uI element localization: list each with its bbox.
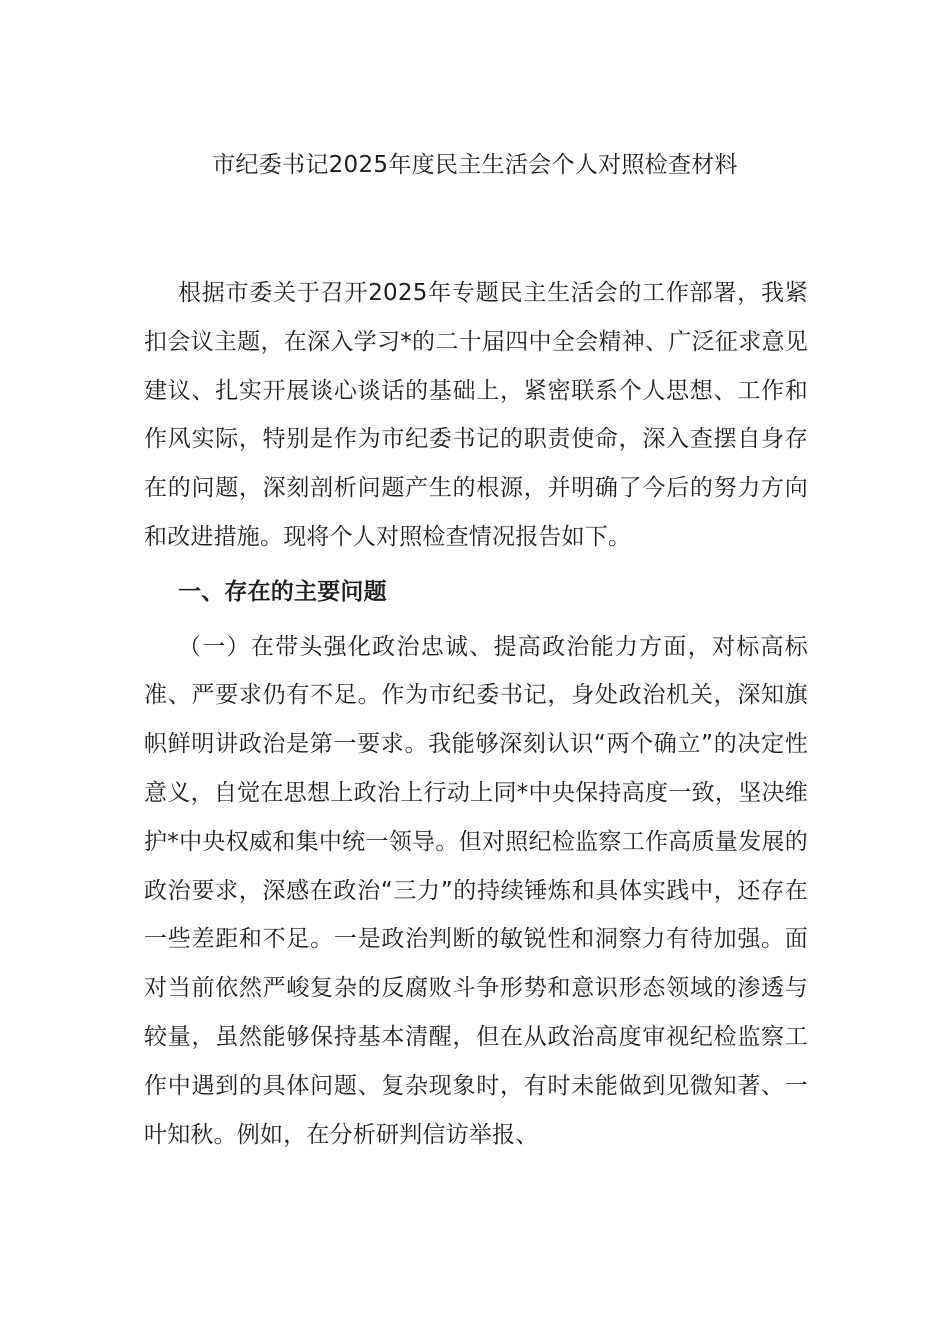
intro-paragraph: 根据市委关于召开2025年专题民主生活会的工作部署，我紧扣会议主题，在深入学习*的二十届四中全会精神、广泛征求意见建议、扎实开展谈心谈话的基础上，紧密联系个人思想、工作和作风实际，特别是作为市纪委书记的职责使命，深入查摆自身存在的问题，深刻剖析问题产生的根源，并明确了今后的努力方向和改进措施。现将个人对照检查情况报告如下。 (144, 280, 808, 550)
document-body (144, 269, 808, 1159)
document-title: 市纪委书记2025年度民主生活会个人对照检查材料 (212, 152, 738, 178)
section-heading: 一、存在的主要问题 (178, 578, 387, 605)
section-paragraph: （一）在带头强化政治忠诚、提高政治能力方面，对标高标准、严要求仍有不足。作为市纪委书记，身处政治机关，深知旗帜鲜明讲政治是第一要求。我能够深刻认识“两个确立”的决定性意义，自觉在思想上政治上行动上同*中央保持高度一致，坚决维护*中央权威和集中统一领导。但对照纪检监察工作高质量发展的政治要求，深感在政治“三力”的持续锤炼和具体实践中，还存在一些差距和不足。一是政治判断的敏锐性和洞察力有待加强。面对当前依然严峻复杂的反腐败斗争形势和意识形态领域的渗透与较量，虽然能够保持基本清醒，但在从政治高度审视纪检监察工作中遇到的具体问题、复杂现象时，有时未能做到见微知著、一叶知秋。例如，在分析研判信访举报、 (144, 633, 808, 1148)
